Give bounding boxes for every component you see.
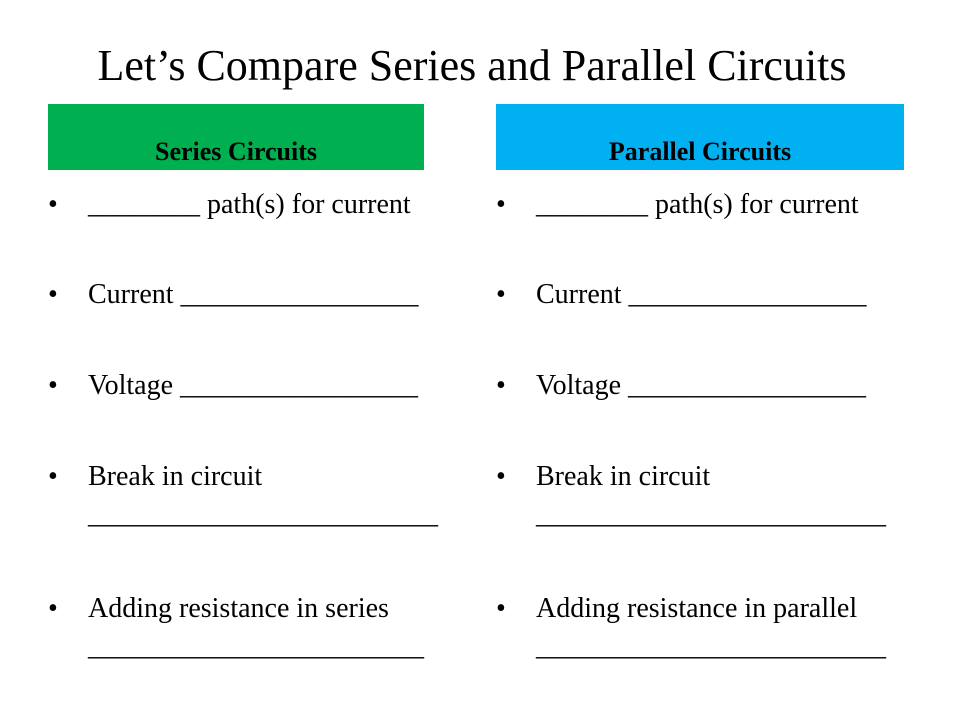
- item-blank-line: ________________________: [88, 631, 424, 662]
- parallel-item-current: [496, 276, 926, 314]
- item-text: Break in circuit: [88, 461, 263, 492]
- slide-title: Let’s Compare Series and Parallel Circuits: [97, 41, 847, 90]
- parallel-item-break: [496, 458, 926, 534]
- parallel-column: [496, 104, 926, 662]
- item-text: ________ path(s) for current: [536, 189, 859, 220]
- bullet-icon: •: [48, 461, 58, 492]
- bullet-icon: •: [496, 461, 506, 492]
- item-text: Adding resistance in parallel: [536, 593, 858, 624]
- series-item-resistance: [48, 590, 448, 666]
- item-blank-line: _________________________: [536, 631, 886, 662]
- series-item-current: [48, 276, 448, 314]
- bullet-icon: •: [496, 189, 506, 220]
- parallel-item-paths: [496, 186, 926, 224]
- item-text: Adding resistance in series: [88, 593, 389, 624]
- bullet-icon: •: [48, 279, 58, 310]
- item-text: Break in circuit: [536, 461, 711, 492]
- item-text: ________ path(s) for current: [88, 189, 411, 220]
- parallel-header: Parallel Circuits: [496, 104, 904, 170]
- bullet-icon: •: [48, 593, 58, 624]
- item-text: Current _________________: [88, 279, 419, 310]
- item-text: Voltage _________________: [88, 370, 419, 401]
- parallel-item-resistance: [496, 590, 926, 666]
- series-item-paths: [48, 186, 448, 224]
- parallel-item-voltage: [496, 367, 926, 405]
- item-blank-line: _________________________: [88, 499, 438, 530]
- bullet-icon: •: [48, 370, 58, 401]
- item-blank-line: _________________________: [536, 499, 886, 530]
- series-item-break: [48, 458, 448, 534]
- series-item-voltage: [48, 367, 448, 405]
- item-text: Voltage _________________: [536, 370, 867, 401]
- bullet-icon: •: [496, 279, 506, 310]
- bullet-icon: •: [48, 189, 58, 220]
- bullet-icon: •: [496, 370, 506, 401]
- bullet-icon: •: [496, 593, 506, 624]
- series-column: [48, 104, 448, 662]
- item-text: Current _________________: [536, 279, 867, 310]
- series-header: Series Circuits: [48, 104, 424, 170]
